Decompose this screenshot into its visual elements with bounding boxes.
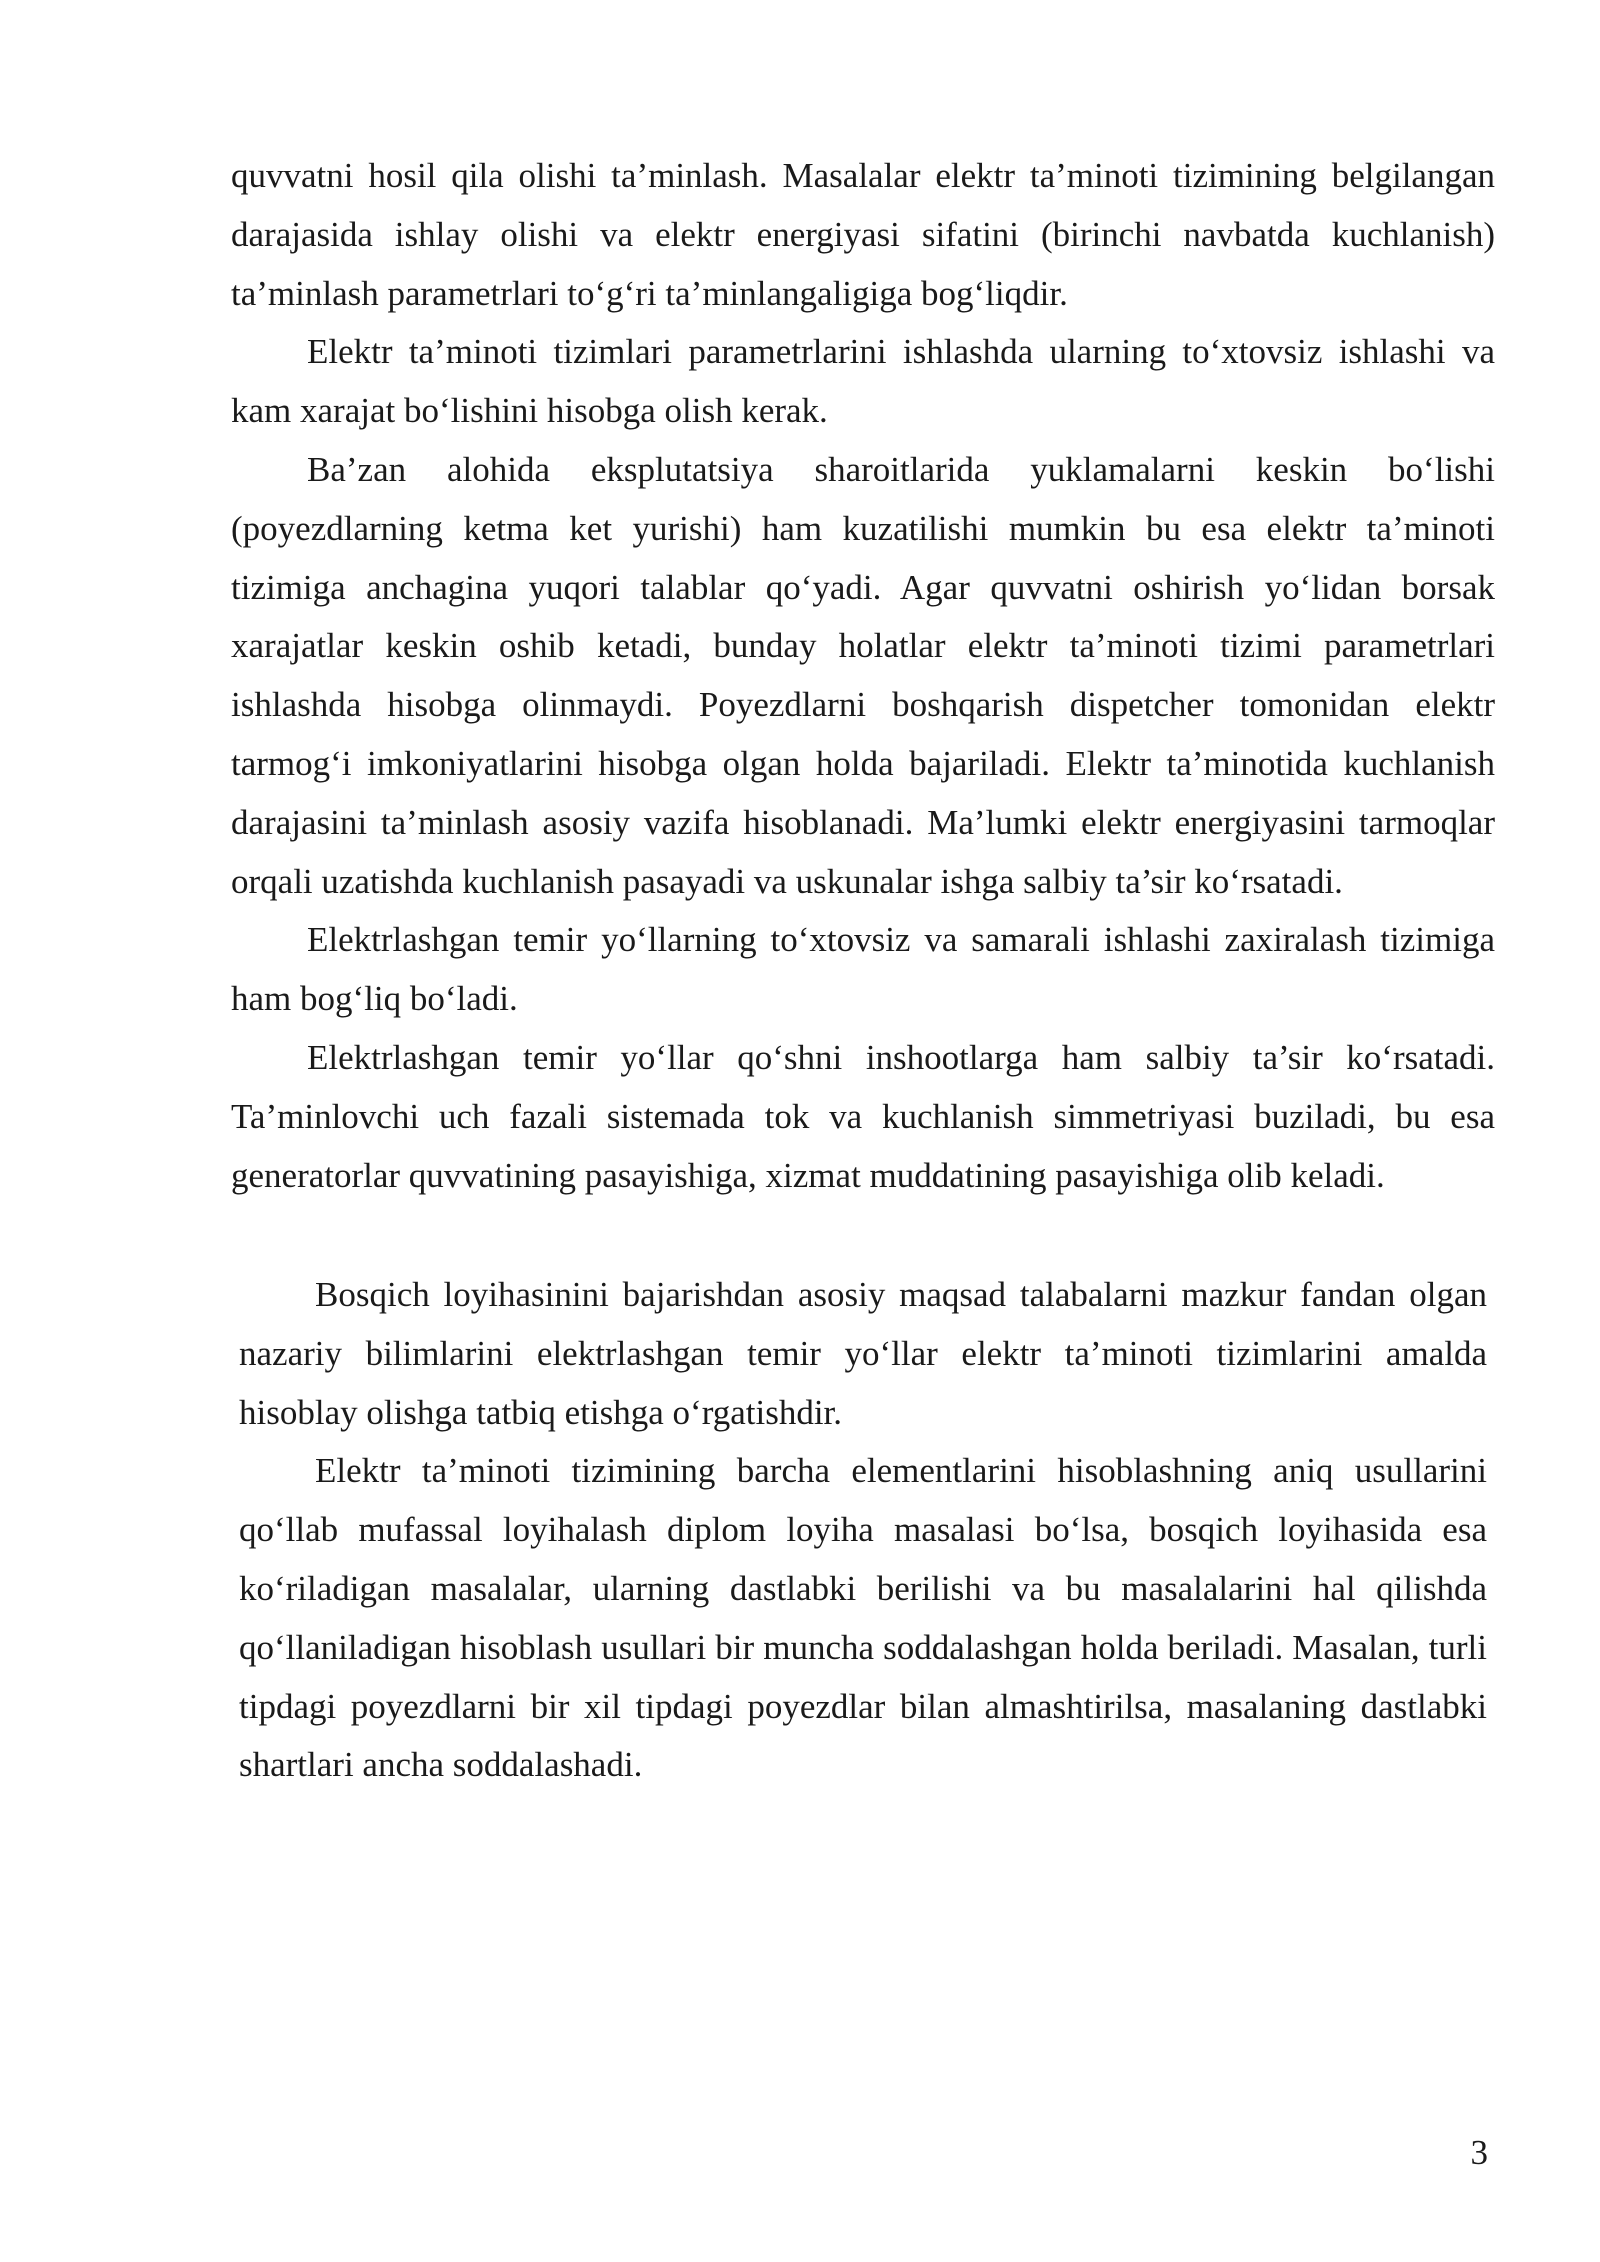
paragraph-continuation: quvvatni hosil qila olishi ta’minlash. Masalalar elektr ta’minoti tizimining belgilangan darajasida ishlay olishi va elektr energiyasi sifatini (birinchi navbatda kuchlanish) ta’minlash parametrlari to‘g‘ri ta’minlangaligiga bog‘liqdir. bbox=[231, 156, 1495, 313]
paragraph: Ba’zan alohida eksplutatsiya sharoitlarida yuklamalarni keskin bo‘lishi (poyezdlarning ketma ket yurishi) ham kuzatilishi mumkin bu esa elektr ta’minoti tizimiga anchagina yuqori talablar qo‘yadi. Agar quvvatni oshirish yo‘lidan borsak xarajatlar keskin oshib ketadi, bunday holatlar elektr ta’minoti tizimi parametrlari ishlashda hisobga olinmaydi. Poyezdlarni boshqarish dispetcher tomonidan elektr tarmog‘i imkoniyatlarini hisobga olgan holda bajariladi. Elektr ta’minotida kuchlanish darajasini ta’minlash asosiy vazifa hisoblanadi. Ma’lumki elektr energiyasini tarmoqlar orqali uzatishda kuchlanish pasayadi va uskunalar ishga salbiy ta’sir ko‘rsatadi. bbox=[231, 449, 1495, 901]
body-text-section-2 bbox=[239, 1266, 1487, 1795]
body-text-section-1 bbox=[231, 147, 1495, 1205]
paragraph: Elektrlashgan temir yo‘llarning to‘xtovsiz va samarali ishlashi zaxiralash tizimiga ham bog‘liq bo‘ladi. bbox=[231, 920, 1495, 1019]
paragraph: Elektr ta’minoti tizimlari parametrlarini ishlashda ularning to‘xtovsiz ishlashi va kam xarajat bo‘lishini hisobga olish kerak. bbox=[231, 332, 1495, 431]
paragraph: Bosqich loyihasinini bajarishdan asosiy maqsad talabalarni mazkur fandan olgan nazariy bilimlarini elektrlashgan temir yo‘llar elektr ta’minoti tizimlarini amalda hisoblay olishga tatbiq etishga o‘rgatishdir. bbox=[239, 1275, 1487, 1432]
paragraph: Elektrlashgan temir yo‘llar qo‘shni inshootlarga ham salbiy ta’sir ko‘rsatadi. Ta’minlovchi uch fazali sistemada tok va kuchlanish simmetriyasi buziladi, bu esa generatorlar quvvatining pasayishiga, xizmat muddatining pasayishiga olib keladi. bbox=[231, 1037, 1495, 1195]
paragraph: Elektr ta’minoti tizimining barcha elementlarini hisoblashning aniq usullarini qo‘llab mufassal loyihalash diplom loyiha masalasi bo‘lsa, bosqich loyihasida esa ko‘riladigan masalalar, ularning dastlabki berilishi va bu masalalarini hal qilishda qo‘llaniladigan hisoblash usullari bir muncha soddalashgan holda beriladi. Masalan, turli tipdagi poyezdlarni bir xil tipdagi poyezdlar bilan almashtirilsa, masalaning dastlabki shartlari ancha soddalashadi. bbox=[239, 1451, 1487, 1785]
page-number: 3 bbox=[1470, 2133, 1488, 2172]
